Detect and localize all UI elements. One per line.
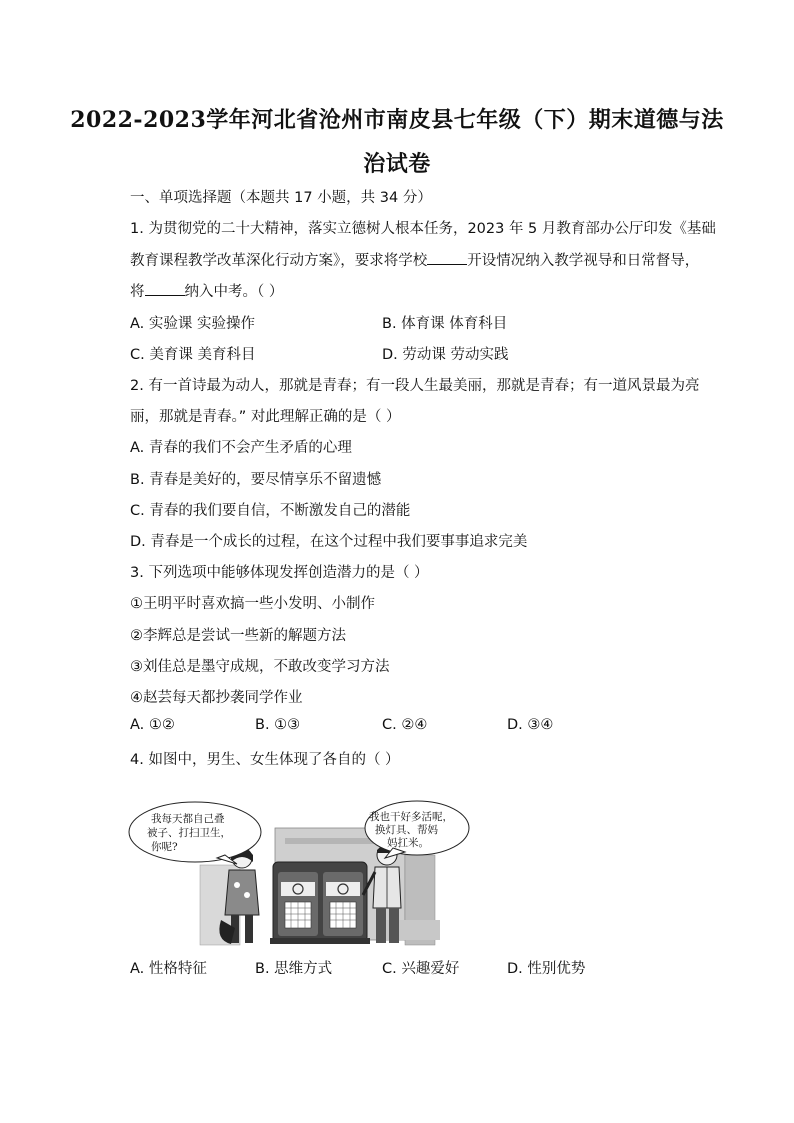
girl-bubble-line2: 被子、打扫卫生，: [147, 827, 231, 839]
q3-item-1: ①王明平时喜欢搞一些小发明、小制作: [130, 596, 375, 612]
q4-cartoon-illustration: [125, 800, 470, 950]
q2-option-d: D. 青春是一个成长的过程，在这个过程中我们要事事追求完美: [130, 534, 528, 550]
q1-stem-line2-part1: 教育课程教学改革深化行动方案》，要求将学校: [130, 253, 428, 269]
q3-option-a: A. ①②: [130, 717, 175, 733]
q1-option-c: C. 美育课 美育科目: [130, 347, 256, 363]
q3-stem: 3. 下列选项中能够体现发挥创造潜力的是（ ）: [130, 565, 429, 581]
boy-bubble-line2: 换灯具、帮妈: [375, 824, 438, 836]
q1-stem-line1: 1. 为贯彻党的二十大精神，落实立德树人根本任务，2023 年 5 月教育部办公厅印发《基础: [130, 221, 716, 237]
q2-stem-line2: 丽，那就是青春。” 对此理解正确的是（ ）: [130, 409, 401, 425]
section-heading: 一、单项选择题（本题共 17 小题，共 34 分）: [130, 190, 432, 206]
q2-option-b: B. 青春是美好的，要尽情享乐不留遗憾: [130, 472, 382, 488]
q3-option-d: D. ③④: [507, 717, 554, 733]
q3-item-4: ④赵芸每天都抄袭同学作业: [130, 690, 303, 706]
q4-option-b: B. 思维方式: [255, 961, 333, 977]
q3-item-2: ②李辉总是尝试一些新的解题方法: [130, 628, 346, 644]
q4-option-c: C. 兴趣爱好: [382, 961, 460, 977]
q1-option-a: A. 实验课 实验操作: [130, 316, 255, 332]
q2-stem-line1: 2. 有一首诗最为动人，那就是青春；有一段人生最美丽，那就是青春；有一道风景最为亮: [130, 378, 700, 394]
q3-item-3: ③刘佳总是墨守成规，不敢改变学习方法: [130, 659, 390, 675]
q1-stem-line2: [130, 249, 699, 270]
q4-stem: 4. 如图中，男生、女生体现了各自的（ ）: [130, 752, 400, 768]
q1-stem-line2-part2: 开设情况纳入教学视导和日常督导，: [467, 253, 700, 269]
girl-bubble-line1: 我每天都自己叠: [151, 813, 225, 825]
recycling-bins: [270, 862, 370, 944]
q4-option-d: D. 性别优势: [507, 961, 586, 977]
q1-stem-line3: [130, 280, 283, 301]
answer-blank: [145, 283, 185, 296]
q3-option-c: C. ②④: [382, 717, 428, 733]
exam-title-line1: 2022-2023学年河北省沧州市南皮县七年级（下）期末道德与法: [70, 107, 724, 133]
q1-option-d: D. 劳动课 劳动实践: [382, 347, 509, 363]
q1-stem-line3-part1: 将: [130, 284, 145, 300]
q4-option-a: A. 性格特征: [130, 961, 207, 977]
q3-option-b: B. ①③: [255, 717, 301, 733]
q1-stem-line3-part2: 纳入中考。（ ）: [184, 284, 284, 300]
q2-option-a: A. 青春的我们不会产生矛盾的心理: [130, 440, 352, 456]
exam-title-line2: 治试卷: [363, 151, 431, 177]
boy-bubble-line3: 妈扛米。: [387, 837, 429, 849]
boy-bubble-line1: 我也干好多活呢，: [369, 811, 453, 823]
girl-bubble-line3: 你呢?: [151, 841, 178, 853]
q2-option-c: C. 青春的我们要自信，不断激发自己的潜能: [130, 503, 411, 519]
answer-blank: [427, 252, 467, 265]
q1-option-b: B. 体育课 体育科目: [382, 316, 508, 332]
